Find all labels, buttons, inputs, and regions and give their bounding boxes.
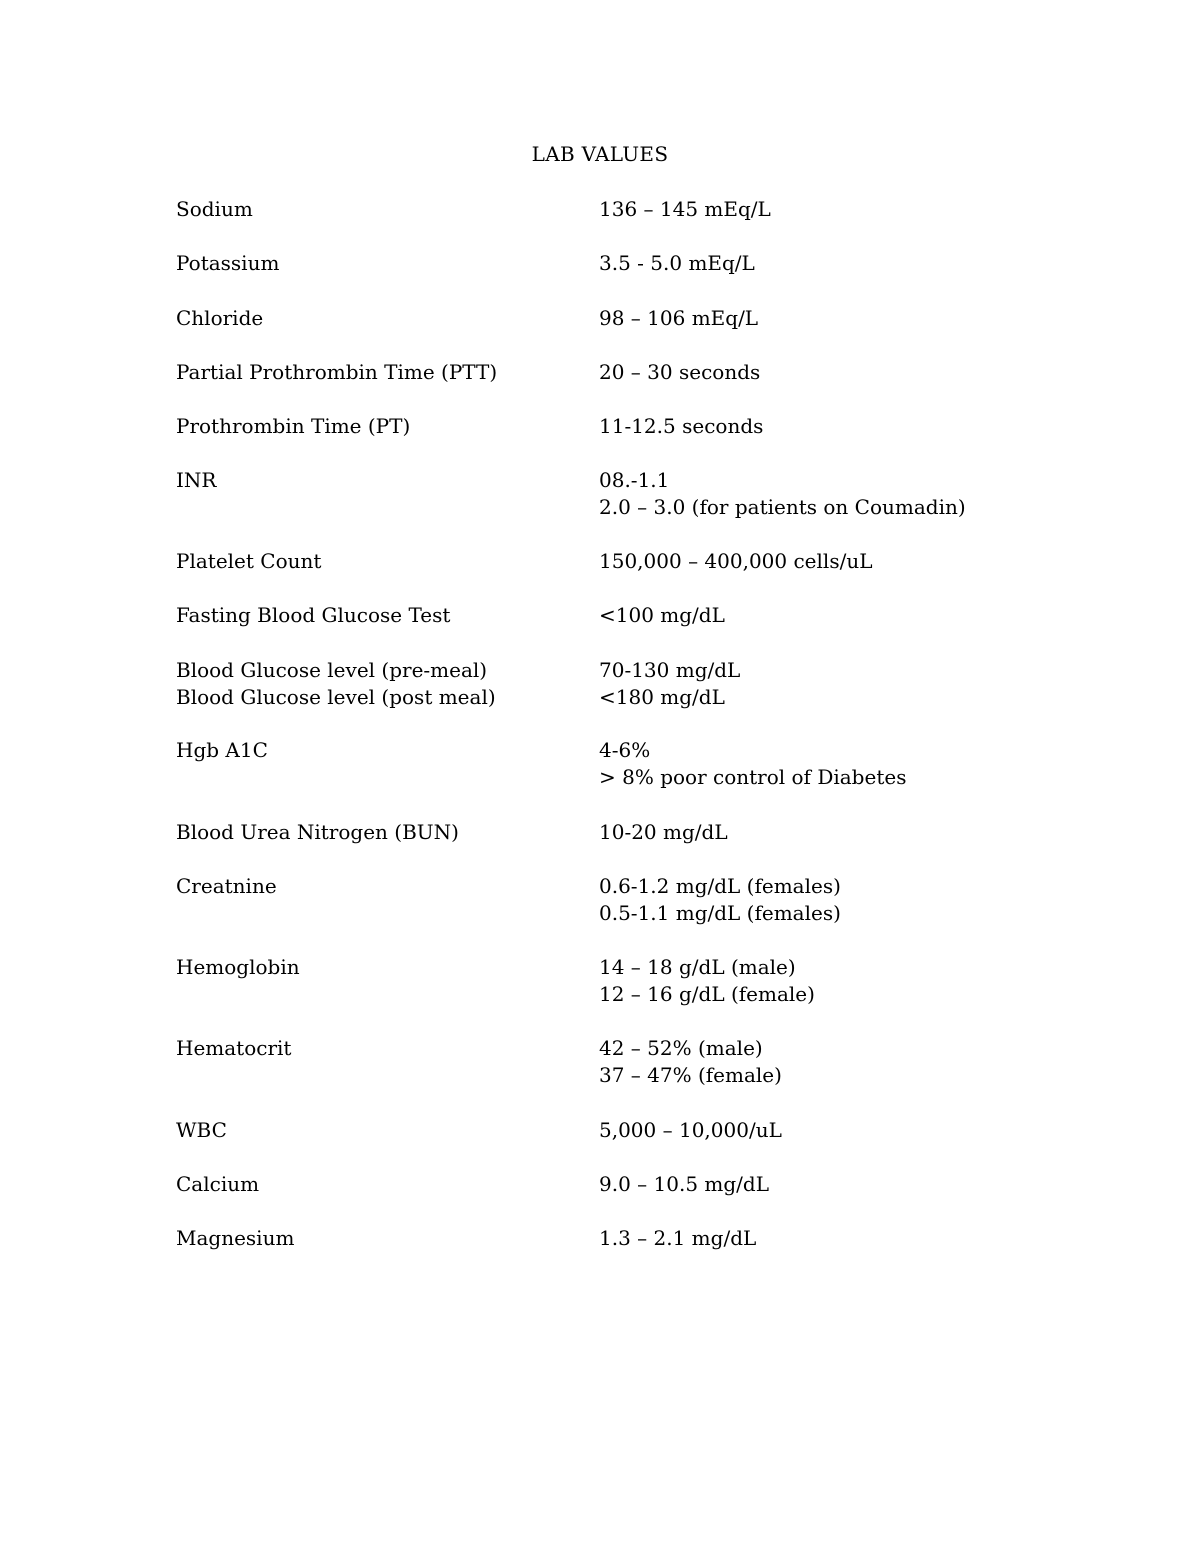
lab-value: 70-130 mg/dL <180 mg/dL (599, 658, 741, 709)
lab-value: 14 – 18 g/dL (male) 12 – 16 g/dL (female) (599, 955, 815, 1006)
lab-value: 0.6-1.2 mg/dL (females) 0.5-1.1 mg/dL (females) (599, 874, 841, 925)
lab-label: Hemoglobin (176, 955, 300, 979)
lab-value: 10-20 mg/dL (599, 820, 728, 844)
lab-label: Calcium (176, 1172, 260, 1196)
lab-value: 3.5 - 5.0 mEq/L (599, 251, 755, 275)
lab-label: Prothrombin Time (PT) (176, 414, 411, 438)
lab-value: <100 mg/dL (599, 603, 725, 627)
lab-label: WBC (176, 1118, 227, 1142)
lab-value: 11-12.5 seconds (599, 414, 764, 438)
lab-label: Blood Urea Nitrogen (BUN) (176, 820, 459, 844)
lab-label: Hematocrit (176, 1036, 292, 1060)
lab-value: 42 – 52% (male) 37 – 47% (female) (599, 1036, 782, 1087)
lab-value: 5,000 – 10,000/uL (599, 1118, 782, 1142)
lab-label: Creatnine (176, 874, 277, 898)
lab-value: 20 – 30 seconds (599, 360, 761, 384)
lab-label: INR (176, 468, 217, 492)
lab-label: Chloride (176, 306, 264, 330)
lab-label: Platelet Count (176, 549, 322, 573)
lab-label: Potassium (176, 251, 280, 275)
lab-value: 136 – 145 mEq/L (599, 197, 771, 221)
lab-value: 08.-1.1 2.0 – 3.0 (for patients on Coumadin) (599, 468, 966, 519)
lab-value: 1.3 – 2.1 mg/dL (599, 1226, 757, 1250)
lab-value: 9.0 – 10.5 mg/dL (599, 1172, 769, 1196)
lab-value: 4-6% > 8% poor control of Diabetes (599, 738, 907, 789)
lab-value: 150,000 – 400,000 cells/uL (599, 549, 873, 573)
lab-value: 98 – 106 mEq/L (599, 306, 759, 330)
lab-label: Sodium (176, 197, 253, 221)
lab-label: Blood Glucose level (pre-meal) Blood Glucose level (post meal) (176, 658, 496, 709)
lab-label: Magnesium (176, 1226, 295, 1250)
lab-label: Fasting Blood Glucose Test (176, 603, 451, 627)
page-title: LAB VALUES (531, 142, 669, 166)
lab-label: Hgb A1C (176, 738, 268, 762)
lab-label: Partial Prothrombin Time (PTT) (176, 360, 498, 384)
